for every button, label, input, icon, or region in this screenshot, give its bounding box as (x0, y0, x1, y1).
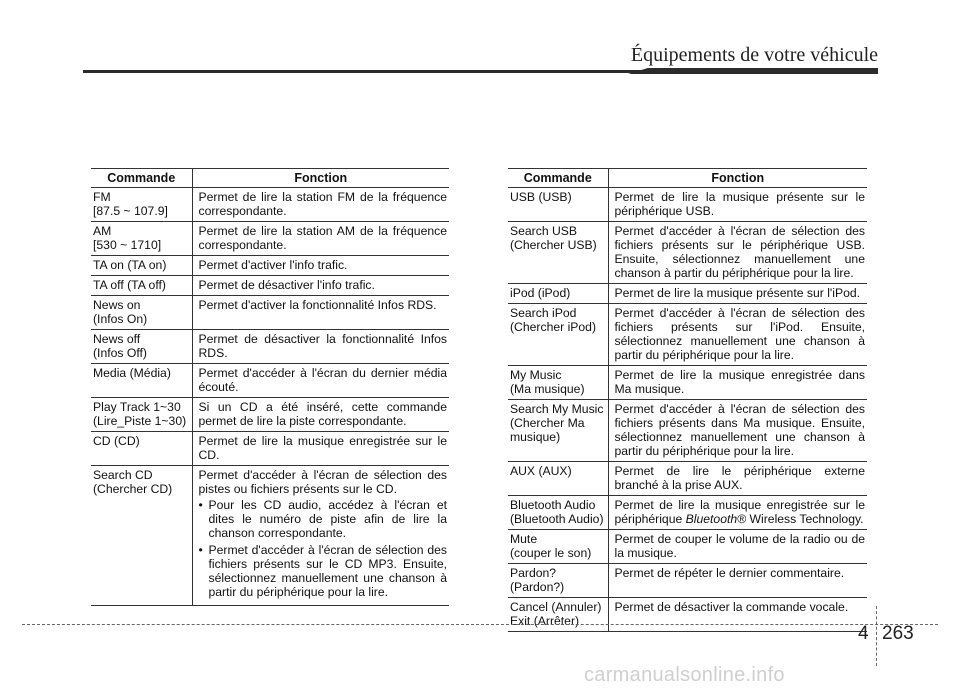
table-row (91, 432, 449, 466)
command-cell (91, 256, 192, 276)
function-text: Wireless Technology. (746, 512, 864, 526)
table-row (91, 466, 449, 606)
function-text: Permet d'accéder à l'écran de sélection des pistes ou fichiers présents sur le CD. (198, 468, 447, 496)
function-text: Permet d'accéder à l'écran du dernier média écouté. (198, 366, 447, 394)
table-row (508, 564, 867, 598)
function-text: Permet d'activer l'info trafic. (198, 258, 348, 272)
bullet-item: • Pour les CD audio, accédez à l'écran et dites le numéro de piste afin de lire la chanson correspondante. (199, 498, 448, 540)
function-cell (192, 364, 449, 398)
function-cell (192, 188, 449, 222)
function-cell (192, 256, 449, 276)
bluetooth-trademark: Bluetooth® (685, 512, 747, 526)
table-row (91, 188, 449, 222)
command-cell (91, 466, 192, 606)
function-cell (192, 432, 449, 466)
table-row (508, 304, 867, 366)
function-text: Permet de désactiver la commande vocale. (614, 600, 849, 614)
function-text: Permet de répéter le dernier commentaire. (614, 566, 845, 580)
function-cell (608, 366, 867, 400)
left-table-body (91, 188, 449, 606)
function-text: Si un CD a été inséré, cette commande permet de lire la piste correspondante. (198, 400, 447, 428)
function-text: Permet d'accéder à l'écran de sélection des fichiers présents sur l'iPod. Ensuite, sélectionnez manuellement une chanson à partir du périphérique pour la lire. (614, 306, 865, 362)
command-text: iPod (iPod) (510, 286, 571, 300)
bullet-item: • Permet d'accéder à l'écran de sélection des fichiers présents sur le CD MP3. Ensuite, sélectionnez manuellement une chanson à partir du périphérique pour la lire. (199, 543, 448, 599)
command-cell (508, 400, 608, 462)
command-cell (508, 598, 608, 632)
command-text: Mute (couper le son) (510, 532, 592, 560)
table-row (508, 462, 867, 496)
command-cell (508, 366, 608, 400)
function-text: Permet de lire la musique présente sur l'iPod. (614, 286, 861, 300)
function-text: Permet de lire la station FM de la fréquence correspondante. (198, 190, 447, 218)
page-number: 263 (882, 623, 914, 644)
function-cell (608, 564, 867, 598)
command-cell (91, 276, 192, 296)
function-cell (192, 330, 449, 364)
table-row (91, 222, 449, 256)
command-cell (508, 496, 608, 530)
function-text: Permet de lire la musique enregistrée sur le CD. (198, 434, 447, 462)
header-rule (83, 70, 877, 73)
table-row (508, 598, 867, 632)
function-cell (608, 400, 867, 462)
command-text: Search iPod (Chercher iPod) (510, 306, 597, 334)
command-cell (91, 432, 192, 466)
command-cell (508, 188, 608, 222)
command-text: TA on (TA on) (93, 258, 167, 272)
command-cell (508, 304, 608, 366)
function-text: Permet d'accéder à l'écran de sélection des fichiers présents sur le périphérique USB. Ensuite, sélectionnez manuellement une chanson à partir du périphérique pour la lire. (614, 224, 865, 280)
bullet-list (199, 498, 448, 599)
watermark: carmanualsonline.info (584, 664, 785, 686)
function-text: Permet de lire la musique enregistrée sur le périphérique (614, 498, 865, 526)
command-cell (508, 530, 608, 564)
function-cell (608, 462, 867, 496)
command-text: Pardon? (Pardon?) (510, 566, 565, 594)
command-text: Search My Music (Chercher Ma musique) (510, 402, 604, 444)
command-cell (91, 330, 192, 364)
function-text: Permet de lire la station AM de la fréquence correspondante. (198, 224, 447, 252)
command-text: AUX (AUX) (510, 464, 572, 478)
function-cell (192, 296, 449, 330)
column-header-command: Commande (91, 169, 192, 188)
command-text: FM [87.5 ~ 107.9] (93, 190, 168, 218)
command-cell (508, 564, 608, 598)
command-text: News off (Infos Off) (93, 332, 147, 360)
table-row (91, 256, 449, 276)
function-cell (608, 598, 867, 632)
command-table-right (508, 168, 867, 632)
function-cell (192, 276, 449, 296)
function-cell (608, 222, 867, 284)
section-title: Équipements de votre véhicule (630, 44, 878, 66)
command-text: Search USB (Chercher USB) (510, 224, 597, 252)
command-table-left (91, 168, 449, 606)
command-cell (91, 398, 192, 432)
function-text: Permet de désactiver l'info trafic. (198, 278, 375, 292)
function-cell (192, 222, 449, 256)
table-row (91, 330, 449, 364)
column-header-function: Fonction (192, 169, 449, 188)
command-text: My Music (Ma musique) (510, 368, 585, 396)
table-row (508, 400, 867, 462)
command-text: AM [530 ~ 1710] (93, 224, 162, 252)
function-text: Permet de lire la musique présente sur le périphérique USB. (614, 190, 865, 218)
table-row (508, 222, 867, 284)
footer-rule (22, 624, 938, 625)
command-text: Search CD (Chercher CD) (93, 468, 173, 496)
function-text: Permet de lire le périphérique externe branché à la prise AUX. (614, 464, 865, 492)
function-text: Permet de désactiver la fonctionnalité Infos RDS. (198, 332, 447, 360)
command-text: Play Track 1~30 (Lire_Piste 1~30) (93, 400, 187, 428)
command-text: TA off (TA off) (93, 278, 166, 292)
column-header-function: Fonction (608, 169, 867, 188)
command-cell (91, 188, 192, 222)
table-row (508, 366, 867, 400)
function-cell (608, 530, 867, 564)
table-row (91, 398, 449, 432)
command-cell (508, 462, 608, 496)
column-header-command: Commande (508, 169, 608, 188)
command-text: Cancel (Annuler) Exit (Arrêter) (510, 600, 602, 628)
command-cell (91, 364, 192, 398)
function-cell (608, 284, 867, 304)
function-cell (192, 466, 449, 606)
function-text: Permet de couper le volume de la radio ou de la musique. (614, 532, 865, 560)
table-row (508, 284, 867, 304)
function-cell (192, 398, 449, 432)
function-text: Permet de lire la musique enregistrée dans Ma musique. (614, 368, 865, 396)
function-cell (608, 496, 867, 530)
function-text: Permet d'activer la fonctionnalité Infos RDS. (198, 298, 437, 312)
footer-divider (876, 606, 877, 666)
table-row (91, 364, 449, 398)
table-row (91, 296, 449, 330)
function-cell (608, 188, 867, 222)
function-text: Permet d'accéder à l'écran de sélection des fichiers présents dans Ma musique. Ensuite, sélectionnez manuellement une chanson à partir du périphérique pour la lire. (614, 402, 865, 458)
chapter-number: 4 (858, 623, 869, 644)
command-cell (508, 284, 608, 304)
right-table-body (508, 188, 867, 632)
function-cell (608, 304, 867, 366)
command-text: CD (CD) (93, 434, 140, 448)
command-text: Bluetooth Audio (Bluetooth Audio) (510, 498, 604, 526)
command-cell (508, 222, 608, 284)
command-cell (91, 222, 192, 256)
table-row (508, 496, 867, 530)
command-text: USB (USB) (510, 190, 572, 204)
table-row (508, 188, 867, 222)
table-row (508, 530, 867, 564)
table-row (91, 276, 449, 296)
command-text: News on (Infos On) (93, 298, 148, 326)
command-text: Media (Média) (93, 366, 171, 380)
command-cell (91, 296, 192, 330)
